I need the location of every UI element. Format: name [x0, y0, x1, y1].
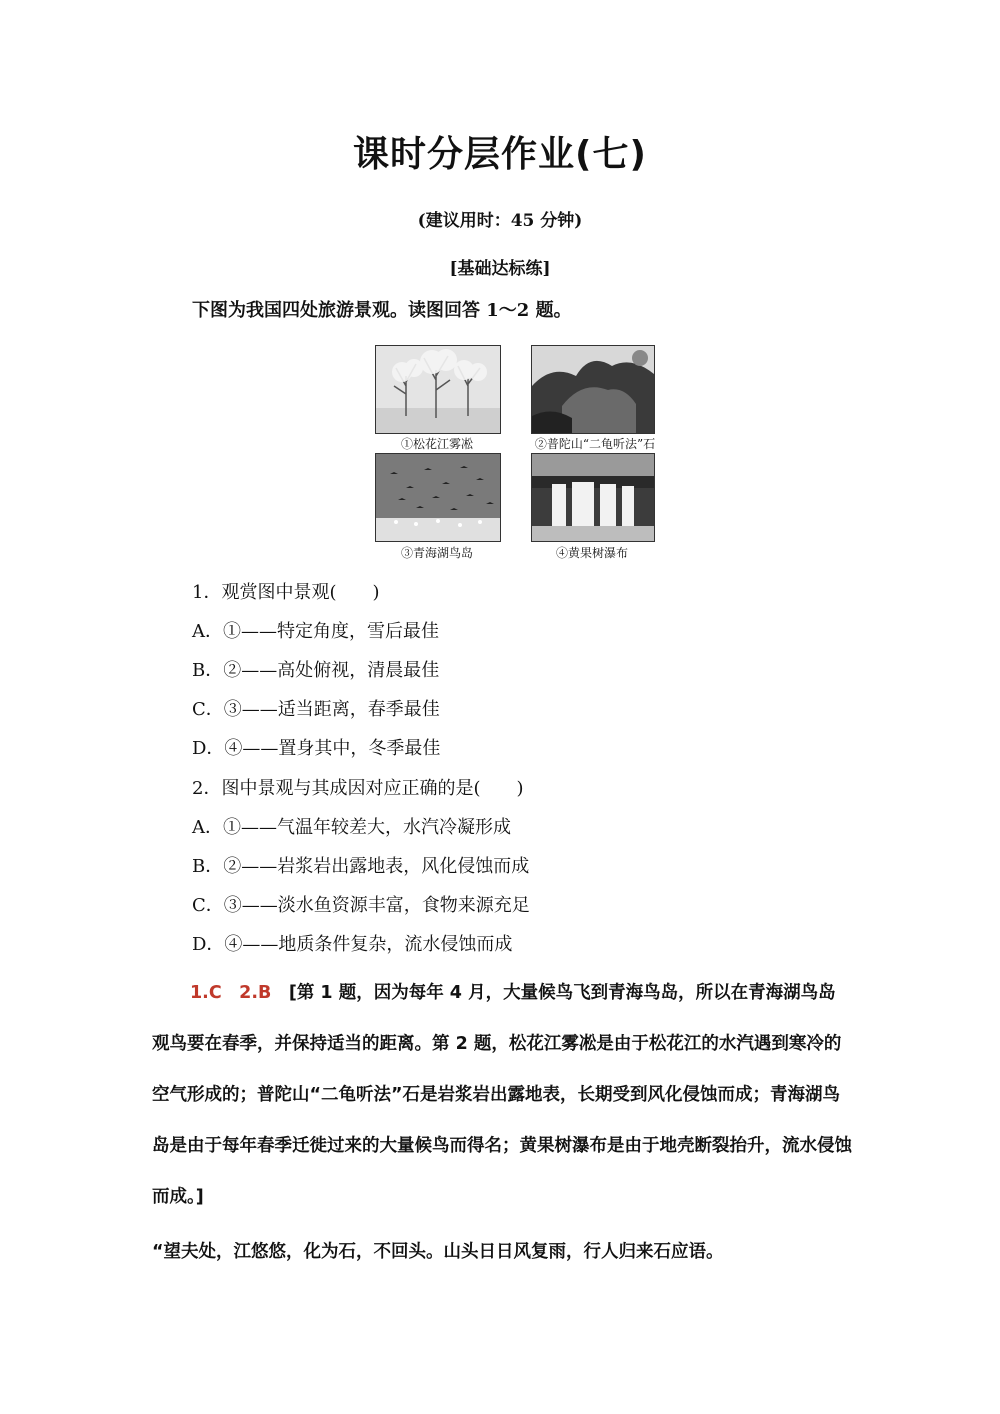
- caption-1: ①松花江雾凇: [400, 437, 473, 451]
- scenery-figure: [370, 343, 670, 565]
- time-hint: (建议用时：45 分钟): [417, 211, 583, 231]
- question-2-option-d: D．④——地质条件复杂，流水侵蚀而成: [192, 934, 513, 955]
- poem-quote: “望夫处，江悠悠，化为石，不回头。山头日日风复雨，行人归来石应语。: [152, 1242, 724, 1262]
- photo-turtle-rocks: [531, 345, 655, 434]
- answer-explanation: [152, 968, 852, 1223]
- answer-text: [第 1 题，因为每年 4 月，大量候鸟飞到青海鸟岛，所以在青海湖鸟岛观鸟要在春季，并保持适当的距离。第 2 题，松花江雾凇是由于松花江的水汽遇到寒冷的空气形成的；普陀山“二龟听法”石是岩浆岩出露地表，长期受到风化侵蚀而成；青海湖鸟岛是由于每年春季迁徙过来的大量候鸟而得名；黄果树瀑布是由于地壳断裂抬升，流水侵蚀而成。]: [152, 983, 852, 1207]
- question-1-option-c: C．③——适当距离，春季最佳: [192, 699, 440, 720]
- caption-2: ②普陀山“二龟听法”石: [534, 437, 656, 451]
- question-1-option-a: A．①——特定角度，雪后最佳: [192, 621, 439, 642]
- question-1-stem: 1．观赏图中景观( ): [192, 582, 380, 603]
- question-2-option-b: B．②——岩浆岩出露地表，风化侵蚀而成: [192, 856, 530, 877]
- caption-4: ④黄果树瀑布: [555, 546, 628, 560]
- question-2-option-c: C．③——淡水鱼资源丰富，食物来源充足: [192, 895, 530, 916]
- section-label: [基础达标练]: [449, 259, 551, 279]
- question-1-option-d: D．④——置身其中，冬季最佳: [192, 738, 441, 759]
- question-1-option-b: B．②——高处俯视，清晨最佳: [192, 660, 440, 681]
- question-2-option-a: A．①——气温年较差大，水汽冷凝形成: [192, 817, 511, 838]
- answer-key: 1.C 2.B: [190, 983, 272, 1003]
- photo-bird-island: [375, 453, 501, 542]
- photo-waterfall: [531, 453, 655, 542]
- caption-3: ③青海湖鸟岛: [400, 546, 473, 560]
- question-intro: 下图为我国四处旅游景观。读图回答 1～2 题。: [192, 300, 572, 321]
- page-title: 课时分层作业(七): [353, 134, 647, 175]
- photo-rime-trees: [375, 345, 501, 434]
- question-2-stem: 2．图中景观与其成因对应正确的是( ): [192, 778, 524, 799]
